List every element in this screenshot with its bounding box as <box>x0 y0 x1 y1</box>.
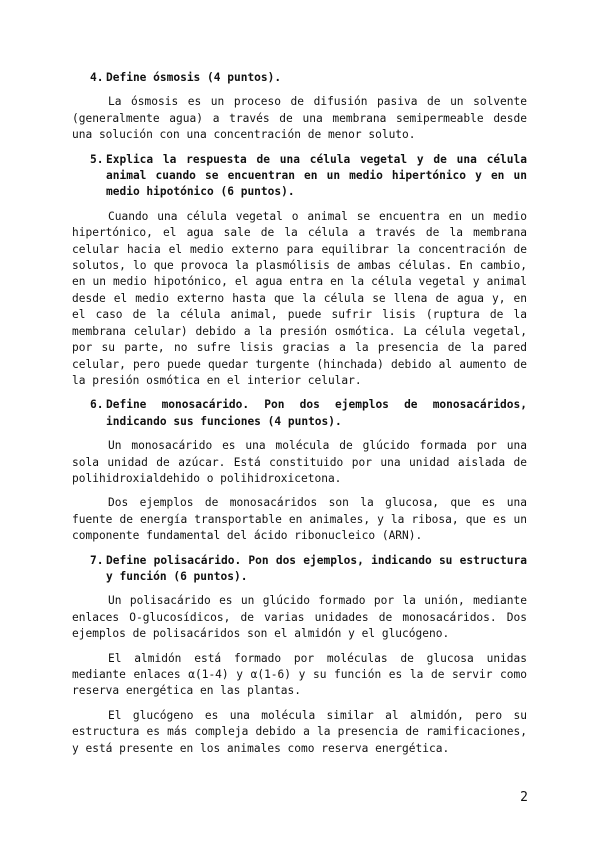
question-title: Define ósmosis (4 puntos). <box>106 71 282 84</box>
question-number: 4. <box>90 71 104 84</box>
question-title: Explica la respuesta de una célula vegetal y de una célula animal cuando se encuentran en un medio hipertónico y en un medio hipotónico (6 puntos). <box>106 152 527 199</box>
question-title: Define monosacárido. Pon dos ejemplos de monosacáridos, indicando sus funciones (4 puntos). <box>106 398 527 428</box>
answer-paragraph: El almidón está formado por moléculas de glucosa unidas mediante enlaces α(1-4) y α(1-6) y su función es la de servir como reserva energética en las plantas. <box>72 651 527 698</box>
answer-paragraph: Cuando una célula vegetal o animal se encuentra en un medio hipertónico, el agua sale de la célula a través de la membrana celular hacia el medio externo para equilibrar la concentración de solutos, lo que provoca la plasmólisis de ambas células. En cambio, en un medio hipotónico, el agua entra en la célula vegetal y animal desde el medio externo hasta que la célula se llena de agua y, en el caso de la célula animal, puede sufrir lisis (ruptura de la membrana celular) debido a la presión osmótica. La célula vegetal, por su parte, no sufre lisis gracias a la presencia de la pared celular, pero puede quedar turgente (hinchada) debido al aumento de la presión osmótica en el interior celular. <box>72 209 527 387</box>
question-heading <box>90 70 527 86</box>
question-number: 6. <box>90 398 104 412</box>
question-6 <box>72 397 527 544</box>
question-number: 7. <box>90 553 104 567</box>
page-number: 2 <box>520 790 528 805</box>
question-5 <box>72 152 527 390</box>
question-number: 5. <box>90 152 104 166</box>
question-heading <box>90 397 527 430</box>
question-7 <box>72 553 527 757</box>
answer-paragraph: El glucógeno es una molécula similar al almidón, pero su estructura es más compleja debido a la presencia de ramificaciones, y está presente en los animales como reserva energética. <box>72 708 527 755</box>
answer-paragraph: La ósmosis es un proceso de difusión pasiva de un solvente (generalmente agua) a través de una membrana semipermeable desde una solución con una concentración de menor soluto. <box>72 95 527 142</box>
question-title: Define polisacárido. Pon dos ejemplos, indicando su estructura y función (6 puntos). <box>106 553 527 583</box>
document-body <box>72 70 527 765</box>
question-heading <box>90 152 527 201</box>
answer-paragraph: Dos ejemplos de monosacáridos son la glucosa, que es una fuente de energía transportable en animales, y la ribosa, que es un componente fundamental del ácido ribonucleico (ARN). <box>72 496 527 543</box>
answer-paragraph: Un monosacárido es una molécula de glúcido formada por una sola unidad de azúcar. Está constituido por una unidad aislada de polihidroxialdehido o polihidroxicetona. <box>72 439 527 485</box>
question-heading <box>90 553 527 586</box>
question-4 <box>72 70 527 144</box>
answer-paragraph: Un polisacárido es un glúcido formado por la unión, mediante enlaces O-glucosídicos, de varias unidades de monosacáridos. Dos ejemplos de polisacáridos son el almidón y el glucógeno. <box>72 594 527 641</box>
